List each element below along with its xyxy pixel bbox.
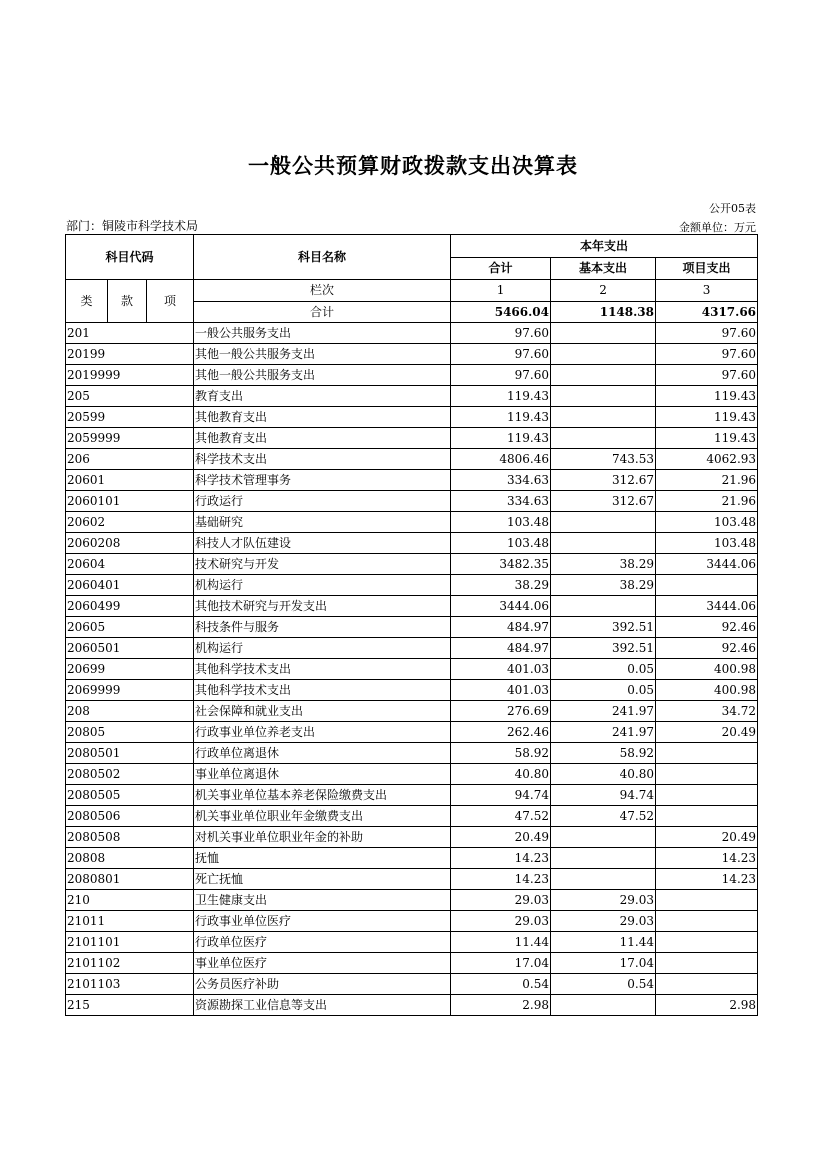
row-basic: 0.54 (551, 974, 656, 995)
table-row (66, 659, 758, 680)
row-total: 0.54 (451, 974, 551, 995)
row-total: 58.92 (451, 743, 551, 764)
row-name: 机构运行 (194, 638, 451, 659)
row-total: 119.43 (451, 407, 551, 428)
row-total: 17.04 (451, 953, 551, 974)
row-basic: 0.05 (551, 680, 656, 701)
row-basic: 312.67 (551, 470, 656, 491)
table-row (66, 638, 758, 659)
row-total: 103.48 (451, 512, 551, 533)
row-code: 2101103 (66, 974, 194, 995)
header-subject-code: 科目代码 (66, 235, 194, 280)
table-row (66, 869, 758, 890)
header-current-year: 本年支出 (451, 235, 758, 258)
row-code: 2080501 (66, 743, 194, 764)
row-name: 其他一般公共服务支出 (194, 365, 451, 386)
row-basic: 38.29 (551, 575, 656, 596)
table-row (66, 575, 758, 596)
header-row-1 (66, 235, 758, 258)
row-project: 97.60 (656, 323, 758, 344)
table-row (66, 491, 758, 512)
table-row (66, 617, 758, 638)
row-name: 基础研究 (194, 512, 451, 533)
header-col3: 3 (656, 280, 758, 302)
grand-basic-value: 1148.38 (551, 301, 656, 323)
row-total: 29.03 (451, 911, 551, 932)
grand-total-label: 合计 (194, 301, 451, 323)
row-project: 21.96 (656, 491, 758, 512)
row-basic (551, 848, 656, 869)
table-row (66, 848, 758, 869)
header-row-3 (66, 280, 758, 302)
row-total: 11.44 (451, 932, 551, 953)
row-basic: 47.52 (551, 806, 656, 827)
row-name: 一般公共服务支出 (194, 323, 451, 344)
row-basic (551, 512, 656, 533)
table-row (66, 323, 758, 344)
row-total: 276.69 (451, 701, 551, 722)
row-code: 2060501 (66, 638, 194, 659)
row-code: 2060101 (66, 491, 194, 512)
row-code: 210 (66, 890, 194, 911)
row-name: 其他技术研究与开发支出 (194, 596, 451, 617)
row-project (656, 806, 758, 827)
row-code: 2069999 (66, 680, 194, 701)
row-basic: 392.51 (551, 617, 656, 638)
row-name: 对机关事业单位职业年金的补助 (194, 827, 451, 848)
table-row (66, 743, 758, 764)
row-code: 20808 (66, 848, 194, 869)
row-project: 2.98 (656, 995, 758, 1016)
row-project: 400.98 (656, 659, 758, 680)
row-total: 29.03 (451, 890, 551, 911)
table-row (66, 764, 758, 785)
row-code: 2059999 (66, 428, 194, 449)
row-name: 教育支出 (194, 386, 451, 407)
table-row (66, 512, 758, 533)
row-code: 21011 (66, 911, 194, 932)
table-row (66, 785, 758, 806)
row-total: 14.23 (451, 869, 551, 890)
row-code: 201 (66, 323, 194, 344)
header-col2: 2 (551, 280, 656, 302)
header-total: 合计 (451, 257, 551, 280)
row-code: 20805 (66, 722, 194, 743)
row-basic (551, 407, 656, 428)
row-name: 科学技术管理事务 (194, 470, 451, 491)
row-project: 103.48 (656, 533, 758, 554)
row-name: 其他教育支出 (194, 407, 451, 428)
table-row (66, 596, 758, 617)
row-total: 484.97 (451, 638, 551, 659)
row-total: 484.97 (451, 617, 551, 638)
row-basic: 312.67 (551, 491, 656, 512)
row-name: 机关事业单位职业年金缴费支出 (194, 806, 451, 827)
table-row (66, 827, 758, 848)
row-name: 卫生健康支出 (194, 890, 451, 911)
row-name: 事业单位离退休 (194, 764, 451, 785)
row-total: 3444.06 (451, 596, 551, 617)
amount-unit-label: 金额单位：万元 (679, 221, 756, 234)
department-label: 部门：铜陵市科学技术局 (66, 219, 199, 233)
row-code: 2101101 (66, 932, 194, 953)
row-basic (551, 827, 656, 848)
row-total: 97.60 (451, 365, 551, 386)
table-row (66, 932, 758, 953)
table-row (66, 953, 758, 974)
row-basic (551, 869, 656, 890)
row-code: 20199 (66, 344, 194, 365)
row-name: 行政事业单位医疗 (194, 911, 451, 932)
row-name: 行政单位离退休 (194, 743, 451, 764)
row-total: 334.63 (451, 491, 551, 512)
header-project: 项目支出 (656, 257, 758, 280)
row-basic (551, 344, 656, 365)
row-name: 其他一般公共服务支出 (194, 344, 451, 365)
row-total: 334.63 (451, 470, 551, 491)
row-basic: 241.97 (551, 701, 656, 722)
row-name: 资源勘探工业信息等支出 (194, 995, 451, 1016)
row-total: 94.74 (451, 785, 551, 806)
header-xiang: 项 (147, 280, 194, 323)
row-code: 20605 (66, 617, 194, 638)
row-project: 97.60 (656, 344, 758, 365)
row-name: 社会保障和就业支出 (194, 701, 451, 722)
row-code: 2080801 (66, 869, 194, 890)
row-project: 119.43 (656, 386, 758, 407)
row-basic: 94.74 (551, 785, 656, 806)
row-code: 206 (66, 449, 194, 470)
row-name: 公务员医疗补助 (194, 974, 451, 995)
row-code: 2060401 (66, 575, 194, 596)
row-project: 400.98 (656, 680, 758, 701)
row-project: 14.23 (656, 848, 758, 869)
table-row (66, 554, 758, 575)
table-row (66, 995, 758, 1016)
row-project (656, 764, 758, 785)
row-project: 119.43 (656, 428, 758, 449)
row-project (656, 890, 758, 911)
row-basic (551, 596, 656, 617)
row-code: 2080506 (66, 806, 194, 827)
row-basic: 241.97 (551, 722, 656, 743)
row-basic: 743.53 (551, 449, 656, 470)
row-total: 119.43 (451, 428, 551, 449)
row-total: 3482.35 (451, 554, 551, 575)
row-code: 205 (66, 386, 194, 407)
row-name: 科技人才队伍建设 (194, 533, 451, 554)
table-row (66, 449, 758, 470)
row-code: 215 (66, 995, 194, 1016)
row-project: 103.48 (656, 512, 758, 533)
row-code: 20601 (66, 470, 194, 491)
table-row (66, 386, 758, 407)
row-code: 20602 (66, 512, 194, 533)
row-name: 科学技术支出 (194, 449, 451, 470)
grand-total-value: 5466.04 (451, 301, 551, 323)
row-code: 2060499 (66, 596, 194, 617)
row-name: 事业单位医疗 (194, 953, 451, 974)
row-total: 103.48 (451, 533, 551, 554)
row-project (656, 785, 758, 806)
row-project (656, 953, 758, 974)
row-code: 20604 (66, 554, 194, 575)
header-basic: 基本支出 (551, 257, 656, 280)
row-total: 38.29 (451, 575, 551, 596)
row-code: 208 (66, 701, 194, 722)
row-project (656, 974, 758, 995)
table-row (66, 890, 758, 911)
row-project: 14.23 (656, 869, 758, 890)
row-code: 2080502 (66, 764, 194, 785)
row-project: 97.60 (656, 365, 758, 386)
row-total: 47.52 (451, 806, 551, 827)
row-code: 20699 (66, 659, 194, 680)
table-row (66, 701, 758, 722)
row-basic (551, 365, 656, 386)
row-project: 21.96 (656, 470, 758, 491)
row-name: 技术研究与开发 (194, 554, 451, 575)
row-total: 2.98 (451, 995, 551, 1016)
row-code: 20599 (66, 407, 194, 428)
row-name: 其他教育支出 (194, 428, 451, 449)
row-project (656, 743, 758, 764)
row-project: 34.72 (656, 701, 758, 722)
row-code: 2080505 (66, 785, 194, 806)
row-name: 科技条件与服务 (194, 617, 451, 638)
row-basic (551, 995, 656, 1016)
row-name: 行政单位医疗 (194, 932, 451, 953)
row-total: 401.03 (451, 680, 551, 701)
row-project: 20.49 (656, 827, 758, 848)
row-basic (551, 428, 656, 449)
grand-project-value: 4317.66 (656, 301, 758, 323)
row-project: 20.49 (656, 722, 758, 743)
row-code: 2019999 (66, 365, 194, 386)
row-code: 2101102 (66, 953, 194, 974)
table-row (66, 533, 758, 554)
row-basic: 29.03 (551, 911, 656, 932)
row-project (656, 575, 758, 596)
header-column-no: 栏次 (194, 280, 451, 302)
row-project: 3444.06 (656, 554, 758, 575)
row-project (656, 932, 758, 953)
row-name: 行政事业单位养老支出 (194, 722, 451, 743)
table-row (66, 911, 758, 932)
table-row (66, 344, 758, 365)
table-row (66, 722, 758, 743)
row-basic: 38.29 (551, 554, 656, 575)
row-code: 2080508 (66, 827, 194, 848)
row-basic: 17.04 (551, 953, 656, 974)
row-basic: 11.44 (551, 932, 656, 953)
row-project: 92.46 (656, 617, 758, 638)
row-basic: 58.92 (551, 743, 656, 764)
table-row (66, 806, 758, 827)
row-name: 其他科学技术支出 (194, 680, 451, 701)
row-total: 119.43 (451, 386, 551, 407)
row-total: 401.03 (451, 659, 551, 680)
row-basic (551, 323, 656, 344)
row-name: 机关事业单位基本养老保险缴费支出 (194, 785, 451, 806)
header-col1: 1 (451, 280, 551, 302)
row-project: 92.46 (656, 638, 758, 659)
row-total: 40.80 (451, 764, 551, 785)
row-basic: 29.03 (551, 890, 656, 911)
row-code: 2060208 (66, 533, 194, 554)
row-name: 行政运行 (194, 491, 451, 512)
header-lei: 类 (66, 280, 108, 323)
row-total: 262.46 (451, 722, 551, 743)
row-total: 14.23 (451, 848, 551, 869)
table-row (66, 407, 758, 428)
row-basic: 392.51 (551, 638, 656, 659)
page-title: 一般公共预算财政拨款支出决算表 (248, 154, 578, 178)
header-kuan: 款 (108, 280, 147, 323)
row-name: 其他科学技术支出 (194, 659, 451, 680)
row-name: 抚恤 (194, 848, 451, 869)
table-row (66, 470, 758, 491)
row-name: 机构运行 (194, 575, 451, 596)
header-subject-name: 科目名称 (194, 235, 451, 280)
row-basic (551, 386, 656, 407)
row-basic: 40.80 (551, 764, 656, 785)
expenditure-table (65, 234, 758, 1016)
row-total: 97.60 (451, 344, 551, 365)
form-number: 公开05表 (709, 202, 756, 215)
row-project: 3444.06 (656, 596, 758, 617)
row-project: 119.43 (656, 407, 758, 428)
row-project (656, 911, 758, 932)
row-total: 4806.46 (451, 449, 551, 470)
row-project: 4062.93 (656, 449, 758, 470)
table-row (66, 680, 758, 701)
row-name: 死亡抚恤 (194, 869, 451, 890)
table-row (66, 365, 758, 386)
row-total: 20.49 (451, 827, 551, 848)
row-basic: 0.05 (551, 659, 656, 680)
table-row (66, 974, 758, 995)
table-row (66, 428, 758, 449)
row-total: 97.60 (451, 323, 551, 344)
row-basic (551, 533, 656, 554)
